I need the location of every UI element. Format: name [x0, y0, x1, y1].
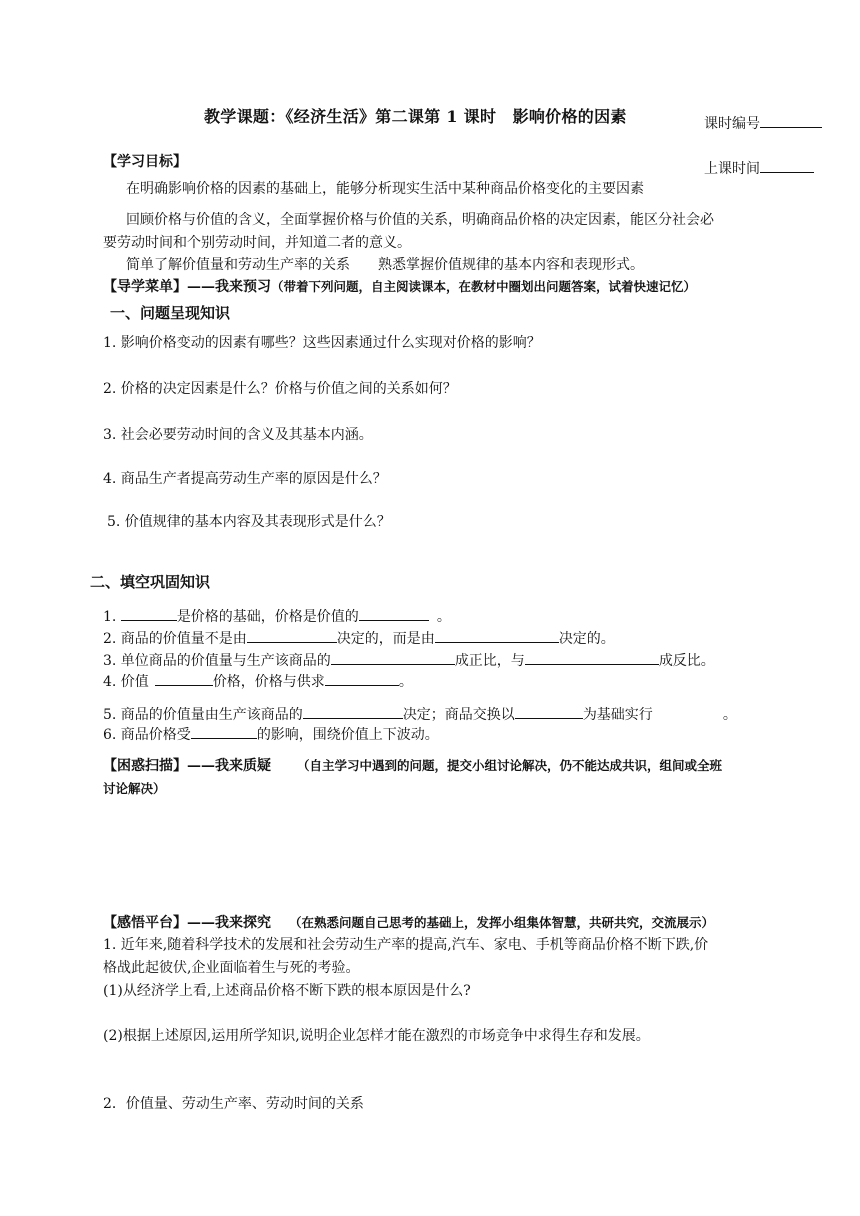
fill-1-blank-2[interactable] — [359, 606, 429, 621]
explore-question-1: (1)从经济学上看,上述商品价格不断下跌的根本原因是什么? — [103, 983, 471, 999]
fill-4-text: 价格，价格与供求 — [212, 674, 325, 690]
fill-6-text: 的影响，围绕价值上下波动。 — [256, 727, 439, 743]
fill-1-blank-1[interactable] — [121, 606, 177, 621]
fill-4-prefix: 4. 价值 — [103, 674, 149, 690]
explore-question-2: (2)根据上述原因,运用所学知识,说明企业怎样才能在激烈的市场竞争中求得生存和发展。 — [103, 1028, 650, 1044]
class-time — [704, 158, 814, 178]
objective-1: 在明确影响价格的因素的基础上，能够分析现实生活中某种商品价格变化的主要因素 — [126, 181, 644, 197]
explore-heading: 【感悟平台】——我来探究 — [103, 915, 271, 931]
objective-2b: 要劳动时间和个别劳动时间，并知道二者的意义。 — [103, 235, 411, 251]
fill-5-blank-1[interactable] — [303, 704, 403, 719]
fill-6-prefix: 6. 商品价格受 — [103, 727, 191, 743]
guide-heading: 【导学菜单】——我来预习 — [103, 279, 271, 295]
question-2: 2. 价格的决定因素是什么？价格与价值之间的关系如何？ — [103, 381, 457, 397]
fill-1-text: 是价格的基础，价格是价值的 — [176, 609, 359, 625]
explore-note: （在熟悉问题自己思考的基础上，发挥小组集体智慧，共研共究，交流展示） — [289, 915, 715, 930]
lesson-number — [704, 113, 822, 133]
fill-2-prefix: 2. 商品的价值量不是由 — [103, 631, 247, 647]
guide-heading-line — [103, 276, 696, 296]
fill-4-blank-1[interactable] — [155, 671, 213, 686]
doubt-heading-line — [103, 755, 722, 775]
fill-4-end: 。 — [398, 674, 413, 690]
explore-para-2: 2．价值量、劳动生产率、劳动时间的关系 — [103, 1096, 364, 1112]
doubt-note-a: （自主学习中遇到的问题，提交小组讨论解决，仍不能达成共识，组间或全班 — [297, 758, 723, 773]
fill-6-blank-1[interactable] — [191, 724, 257, 739]
fill-1-end: 。 — [436, 609, 451, 625]
fill-5 — [103, 704, 737, 724]
lesson-number-label: 课时编号 — [704, 116, 760, 132]
page-title: 教学课题：《经济生活》第二课第 1 课时 影响价格的因素 — [204, 107, 627, 126]
fill-2-end: 决定的。 — [558, 631, 615, 647]
class-time-blank[interactable] — [760, 158, 814, 173]
fill-1-prefix: 1. — [103, 609, 121, 625]
section-2-heading: 二、填空巩固知识 — [90, 573, 211, 591]
question-5: 5. 价值规律的基本内容及其表现形式是什么？ — [107, 514, 391, 530]
fill-5-end: 。 — [722, 707, 737, 723]
fill-3-text: 成正比，与 — [454, 653, 525, 669]
fill-4-blank-2[interactable] — [325, 671, 399, 686]
question-1: 1. 影响价格变动的因素有哪些？这些因素通过什么实现对价格的影响？ — [103, 335, 541, 351]
question-4: 4. 商品生产者提高劳动生产率的原因是什么？ — [103, 471, 387, 487]
fill-3-blank-2[interactable] — [525, 650, 659, 665]
fill-2 — [103, 628, 615, 648]
fill-5-prefix: 5. 商品的价值量由生产该商品的 — [103, 707, 303, 723]
objectives-heading: 【学习目标】 — [103, 154, 187, 170]
fill-2-blank-1[interactable] — [247, 628, 337, 643]
question-3: 3. 社会必要劳动时间的含义及其基本内涵。 — [103, 427, 373, 443]
fill-3-end: 成反比。 — [658, 653, 715, 669]
objective-3: 简单了解价值量和劳动生产率的关系 熟悉掌握价值规律的基本内容和表现形式。 — [126, 257, 644, 273]
explore-para-1b: 格战此起彼伏,企业面临着生与死的考验。 — [103, 960, 360, 976]
fill-2-blank-2[interactable] — [435, 628, 559, 643]
doubt-heading: 【困惑扫描】——我来质疑 — [103, 758, 271, 774]
class-time-label: 上课时间 — [704, 161, 760, 177]
lesson-number-blank[interactable] — [760, 113, 822, 128]
guide-note: （带着下列问题，自主阅读课本，在教材中圈划出问题答案，试着快速记忆） — [271, 279, 697, 294]
explore-para-1a: 1. 近年来,随着科学技术的发展和社会劳动生产率的提高,汽车、家电、手机等商品价格不断下跌,价 — [103, 937, 709, 953]
fill-5-text: 决定；商品交换以 — [402, 707, 515, 723]
doubt-note-b: 讨论解决） — [103, 781, 166, 796]
objective-2a: 回顾价格与价值的含义，全面掌握价格与价值的关系，明确商品价格的决定因素，能区分社会必 — [126, 212, 714, 228]
fill-3 — [103, 650, 715, 670]
fill-4 — [103, 671, 413, 691]
fill-5-text-2: 为基础实行 — [582, 707, 653, 723]
fill-3-prefix: 3. 单位商品的价值量与生产该商品的 — [103, 653, 331, 669]
fill-6 — [103, 724, 439, 744]
fill-3-blank-1[interactable] — [331, 650, 455, 665]
fill-5-blank-2[interactable] — [515, 704, 583, 719]
fill-2-text: 决定的，而是由 — [336, 631, 435, 647]
fill-1 — [103, 606, 451, 626]
explore-heading-line — [103, 912, 714, 932]
section-1-heading: 一、问题呈现知识 — [110, 304, 231, 322]
